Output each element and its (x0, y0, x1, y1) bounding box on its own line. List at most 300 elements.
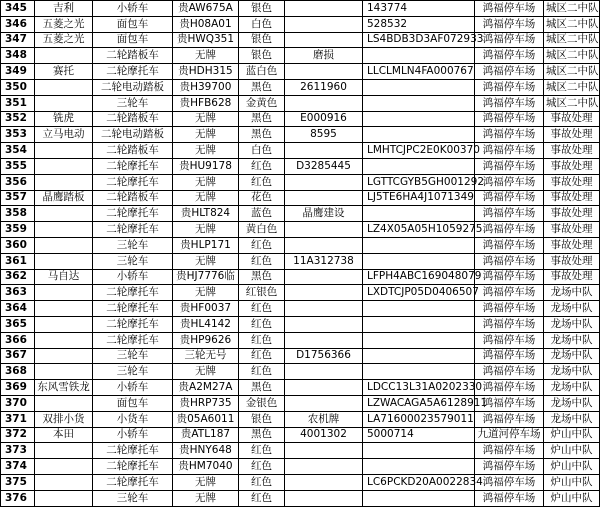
plate-number-cell: 无牌 (173, 285, 239, 301)
engine-number-cell (285, 1, 363, 17)
parking-lot-cell: 鸿福停车场 (475, 111, 544, 127)
squad-cell: 事故处理 (544, 158, 600, 174)
row-number-cell: 348 (1, 48, 35, 64)
plate-number-cell: 无牌 (173, 127, 239, 143)
vehicle-type-cell: 二轮摩托车 (93, 316, 173, 332)
color-cell: 红色 (239, 474, 285, 490)
vehicle-type-cell: 二轮摩托车 (93, 158, 173, 174)
plate-number-cell: 无牌 (173, 364, 239, 380)
vin-number-cell: 528532 (363, 16, 475, 32)
table-row (1, 490, 600, 506)
row-number-cell: 350 (1, 79, 35, 95)
plate-number-cell: 贵HRP735 (173, 395, 239, 411)
vehicle-type-cell: 三轮车 (93, 490, 173, 506)
vin-number-cell: LZWACAGA5A6128911 (363, 395, 475, 411)
color-cell: 银色 (239, 32, 285, 48)
row-number-cell: 370 (1, 395, 35, 411)
table-row (1, 64, 600, 80)
color-cell: 黑色 (239, 269, 285, 285)
engine-number-cell: 2611960 (285, 79, 363, 95)
vehicle-type-cell: 二轮电动踏板 (93, 79, 173, 95)
vehicle-type-cell: 二轮摩托车 (93, 301, 173, 317)
table-row (1, 474, 600, 490)
table-row (1, 348, 600, 364)
table-row (1, 48, 600, 64)
engine-number-cell (285, 285, 363, 301)
table-row (1, 459, 600, 475)
table-row (1, 95, 600, 111)
vin-number-cell (363, 301, 475, 317)
row-number-cell: 374 (1, 459, 35, 475)
color-cell: 蓝色 (239, 206, 285, 222)
color-cell: 红色 (239, 332, 285, 348)
brand-cell: 吉利 (35, 1, 93, 17)
brand-cell (35, 253, 93, 269)
plate-number-cell: 贵HFB628 (173, 95, 239, 111)
table-row (1, 253, 600, 269)
table-row (1, 127, 600, 143)
vin-number-cell (363, 79, 475, 95)
color-cell: 金银色 (239, 395, 285, 411)
color-cell: 红色 (239, 443, 285, 459)
parking-lot-cell: 鸿福停车场 (475, 269, 544, 285)
vehicle-type-cell: 小轿车 (93, 1, 173, 17)
engine-number-cell (285, 190, 363, 206)
plate-number-cell: 无牌 (173, 474, 239, 490)
row-number-cell: 364 (1, 301, 35, 317)
row-number-cell: 367 (1, 348, 35, 364)
squad-cell: 城区二中队 (544, 95, 600, 111)
color-cell: 红色 (239, 348, 285, 364)
vin-number-cell: LFPH4ABC169048079 (363, 269, 475, 285)
parking-lot-cell: 鸿福停车场 (475, 95, 544, 111)
color-cell: 红色 (239, 490, 285, 506)
brand-cell (35, 48, 93, 64)
parking-lot-cell: 鸿福停车场 (475, 490, 544, 506)
vehicle-type-cell: 二轮摩托车 (93, 174, 173, 190)
color-cell: 红色 (239, 364, 285, 380)
squad-cell: 城区二中队 (544, 64, 600, 80)
plate-number-cell: 贵HNY648 (173, 443, 239, 459)
squad-cell: 事故处理 (544, 111, 600, 127)
brand-cell (35, 79, 93, 95)
brand-cell: 五菱之光 (35, 32, 93, 48)
vehicle-type-cell: 二轮摩托车 (93, 443, 173, 459)
vehicle-type-cell: 面包车 (93, 395, 173, 411)
vin-number-cell: LA71600023579011 (363, 411, 475, 427)
vin-number-cell (363, 237, 475, 253)
brand-cell (35, 332, 93, 348)
brand-cell: 东风雪铁龙 (35, 380, 93, 396)
plate-number-cell: 三轮无号 (173, 348, 239, 364)
squad-cell: 龙场中队 (544, 364, 600, 380)
table-row (1, 158, 600, 174)
row-number-cell: 358 (1, 206, 35, 222)
table-row (1, 427, 600, 443)
plate-number-cell: 贵HDH315 (173, 64, 239, 80)
parking-lot-cell: 鸿福停车场 (475, 474, 544, 490)
parking-lot-cell: 鸿福停车场 (475, 64, 544, 80)
table-body (1, 1, 600, 507)
brand-cell (35, 174, 93, 190)
color-cell: 黄白色 (239, 222, 285, 238)
engine-number-cell (285, 316, 363, 332)
engine-number-cell (285, 222, 363, 238)
vin-number-cell (363, 253, 475, 269)
parking-lot-cell: 鸿福停车场 (475, 127, 544, 143)
vin-number-cell: LGTTCGYB5GH001292 (363, 174, 475, 190)
color-cell: 白色 (239, 16, 285, 32)
engine-number-cell: D3285445 (285, 158, 363, 174)
color-cell: 金黄色 (239, 95, 285, 111)
color-cell: 花色 (239, 190, 285, 206)
vin-number-cell: LLCLMLN4FA000767 (363, 64, 475, 80)
brand-cell (35, 348, 93, 364)
color-cell: 银色 (239, 48, 285, 64)
plate-number-cell: 无牌 (173, 253, 239, 269)
plate-number-cell: 无牌 (173, 111, 239, 127)
engine-number-cell: 晶鹰建设 (285, 206, 363, 222)
parking-lot-cell: 鸿福停车场 (475, 143, 544, 159)
row-number-cell: 353 (1, 127, 35, 143)
color-cell: 黑色 (239, 127, 285, 143)
row-number-cell: 357 (1, 190, 35, 206)
vehicle-type-cell: 面包车 (93, 32, 173, 48)
brand-cell: 立马电动 (35, 127, 93, 143)
row-number-cell: 369 (1, 380, 35, 396)
row-number-cell: 347 (1, 32, 35, 48)
engine-number-cell (285, 16, 363, 32)
engine-number-cell (285, 380, 363, 396)
engine-number-cell (285, 443, 363, 459)
squad-cell: 城区二中队 (544, 1, 600, 17)
vehicle-type-cell: 二轮摩托车 (93, 285, 173, 301)
squad-cell: 龙场中队 (544, 285, 600, 301)
engine-number-cell (285, 364, 363, 380)
vehicle-type-cell: 小货车 (93, 411, 173, 427)
row-number-cell: 356 (1, 174, 35, 190)
plate-number-cell: 贵ATL187 (173, 427, 239, 443)
vin-number-cell (363, 127, 475, 143)
plate-number-cell: 无牌 (173, 174, 239, 190)
engine-number-cell (285, 490, 363, 506)
vehicle-type-cell: 二轮踏板车 (93, 111, 173, 127)
vin-number-cell (363, 490, 475, 506)
color-cell: 红色 (239, 253, 285, 269)
vin-number-cell: LZ4X05A05H1059275 (363, 222, 475, 238)
engine-number-cell: E000916 (285, 111, 363, 127)
color-cell: 红色 (239, 237, 285, 253)
plate-number-cell: 无牌 (173, 190, 239, 206)
brand-cell: 赛托 (35, 64, 93, 80)
vehicle-type-cell: 三轮车 (93, 364, 173, 380)
vin-number-cell (363, 48, 475, 64)
squad-cell: 炉山中队 (544, 474, 600, 490)
vehicle-type-cell: 小轿车 (93, 380, 173, 396)
row-number-cell: 366 (1, 332, 35, 348)
squad-cell: 事故处理 (544, 253, 600, 269)
squad-cell: 炉山中队 (544, 443, 600, 459)
row-number-cell: 376 (1, 490, 35, 506)
row-number-cell: 362 (1, 269, 35, 285)
squad-cell: 炉山中队 (544, 427, 600, 443)
table-row (1, 411, 600, 427)
color-cell: 红色 (239, 459, 285, 475)
vehicle-type-cell: 二轮摩托车 (93, 332, 173, 348)
vin-number-cell: LDCC13L31A0202330 (363, 380, 475, 396)
color-cell: 白色 (239, 143, 285, 159)
engine-number-cell (285, 64, 363, 80)
vin-number-cell: LC6PCKD20A0022834 (363, 474, 475, 490)
row-number-cell: 361 (1, 253, 35, 269)
table-row (1, 443, 600, 459)
vin-number-cell (363, 316, 475, 332)
color-cell: 红银色 (239, 285, 285, 301)
color-cell: 黑色 (239, 111, 285, 127)
table-row (1, 301, 600, 317)
brand-cell: 铣虎 (35, 111, 93, 127)
brand-cell (35, 459, 93, 475)
brand-cell (35, 95, 93, 111)
vin-number-cell (363, 443, 475, 459)
brand-cell (35, 443, 93, 459)
squad-cell: 龙场中队 (544, 301, 600, 317)
table-row (1, 285, 600, 301)
vehicle-type-cell: 二轮踏板车 (93, 48, 173, 64)
squad-cell: 事故处理 (544, 143, 600, 159)
plate-number-cell: 贵05A6011 (173, 411, 239, 427)
brand-cell (35, 301, 93, 317)
squad-cell: 龙场中队 (544, 332, 600, 348)
engine-number-cell: 4001302 (285, 427, 363, 443)
engine-number-cell (285, 95, 363, 111)
engine-number-cell (285, 237, 363, 253)
engine-number-cell (285, 332, 363, 348)
parking-lot-cell: 鸿福停车场 (475, 48, 544, 64)
row-number-cell: 359 (1, 222, 35, 238)
vehicle-type-cell: 三轮车 (93, 253, 173, 269)
row-number-cell: 351 (1, 95, 35, 111)
row-number-cell: 346 (1, 16, 35, 32)
parking-lot-cell: 鸿福停车场 (475, 285, 544, 301)
vehicle-type-cell: 二轮踏板车 (93, 190, 173, 206)
vehicle-type-cell: 二轮摩托车 (93, 222, 173, 238)
engine-number-cell: 8595 (285, 127, 363, 143)
brand-cell (35, 237, 93, 253)
table-row (1, 206, 600, 222)
parking-lot-cell: 鸿福停车场 (475, 79, 544, 95)
brand-cell (35, 364, 93, 380)
vin-number-cell: LXDTCJP05D0406507 (363, 285, 475, 301)
table-row (1, 364, 600, 380)
parking-lot-cell: 鸿福停车场 (475, 16, 544, 32)
table-row (1, 395, 600, 411)
engine-number-cell: 磨损 (285, 48, 363, 64)
color-cell: 黑色 (239, 380, 285, 396)
parking-lot-cell: 鸿福停车场 (475, 174, 544, 190)
parking-lot-cell: 鸿福停车场 (475, 364, 544, 380)
row-number-cell: 355 (1, 158, 35, 174)
squad-cell: 事故处理 (544, 174, 600, 190)
table-row (1, 380, 600, 396)
brand-cell (35, 316, 93, 332)
plate-number-cell: 贵A2M27A (173, 380, 239, 396)
squad-cell: 龙场中队 (544, 411, 600, 427)
squad-cell: 城区二中队 (544, 48, 600, 64)
plate-number-cell: 贵HF0037 (173, 301, 239, 317)
row-number-cell: 371 (1, 411, 35, 427)
color-cell: 银色 (239, 1, 285, 17)
engine-number-cell (285, 459, 363, 475)
engine-number-cell: D1756366 (285, 348, 363, 364)
plate-number-cell: 无牌 (173, 143, 239, 159)
squad-cell: 炉山中队 (544, 490, 600, 506)
engine-number-cell (285, 474, 363, 490)
row-number-cell: 345 (1, 1, 35, 17)
table-row (1, 237, 600, 253)
parking-lot-cell: 鸿福停车场 (475, 206, 544, 222)
row-number-cell: 365 (1, 316, 35, 332)
brand-cell: 本田 (35, 427, 93, 443)
parking-lot-cell: 鸿福停车场 (475, 411, 544, 427)
color-cell: 红色 (239, 301, 285, 317)
vin-number-cell: LJ5TE6HA4J1071349 (363, 190, 475, 206)
parking-lot-cell: 鸿福停车场 (475, 158, 544, 174)
vehicle-type-cell: 二轮摩托车 (93, 474, 173, 490)
row-number-cell: 354 (1, 143, 35, 159)
row-number-cell: 349 (1, 64, 35, 80)
color-cell: 黑色 (239, 427, 285, 443)
vehicle-type-cell: 三轮车 (93, 237, 173, 253)
vin-number-cell (363, 332, 475, 348)
squad-cell: 龙场中队 (544, 380, 600, 396)
brand-cell: 晶鹰踏板 (35, 190, 93, 206)
row-number-cell: 372 (1, 427, 35, 443)
plate-number-cell: 贵HP9626 (173, 332, 239, 348)
plate-number-cell: 贵HL4142 (173, 316, 239, 332)
table-row (1, 143, 600, 159)
squad-cell: 龙场中队 (544, 395, 600, 411)
plate-number-cell: 无牌 (173, 48, 239, 64)
parking-lot-cell: 九道河停车场 (475, 427, 544, 443)
row-number-cell: 368 (1, 364, 35, 380)
plate-number-cell: 贵H08A01 (173, 16, 239, 32)
parking-lot-cell: 鸿福停车场 (475, 332, 544, 348)
parking-lot-cell: 鸿福停车场 (475, 443, 544, 459)
parking-lot-cell: 鸿福停车场 (475, 301, 544, 317)
vehicle-type-cell: 三轮车 (93, 95, 173, 111)
squad-cell: 事故处理 (544, 237, 600, 253)
parking-lot-cell: 鸿福停车场 (475, 459, 544, 475)
parking-lot-cell: 鸿福停车场 (475, 316, 544, 332)
vin-number-cell (363, 95, 475, 111)
parking-lot-cell: 鸿福停车场 (475, 395, 544, 411)
parking-lot-cell: 鸿福停车场 (475, 253, 544, 269)
row-number-cell: 360 (1, 237, 35, 253)
plate-number-cell: 无牌 (173, 490, 239, 506)
brand-cell: 马自达 (35, 269, 93, 285)
parking-lot-cell: 鸿福停车场 (475, 380, 544, 396)
squad-cell: 事故处理 (544, 269, 600, 285)
plate-number-cell: 无牌 (173, 222, 239, 238)
color-cell: 银色 (239, 411, 285, 427)
parking-lot-cell: 鸿福停车场 (475, 348, 544, 364)
brand-cell (35, 158, 93, 174)
color-cell: 黑色 (239, 79, 285, 95)
brand-cell (35, 395, 93, 411)
color-cell: 红色 (239, 174, 285, 190)
brand-cell (35, 474, 93, 490)
parking-lot-cell: 鸿福停车场 (475, 222, 544, 238)
plate-number-cell: 贵HLT824 (173, 206, 239, 222)
table-row (1, 332, 600, 348)
table-row (1, 79, 600, 95)
brand-cell (35, 143, 93, 159)
row-number-cell: 352 (1, 111, 35, 127)
vin-number-cell (363, 158, 475, 174)
parking-lot-cell: 鸿福停车场 (475, 1, 544, 17)
parking-lot-cell: 鸿福停车场 (475, 190, 544, 206)
table-row (1, 174, 600, 190)
engine-number-cell (285, 269, 363, 285)
brand-cell (35, 206, 93, 222)
vehicle-type-cell: 小轿车 (93, 427, 173, 443)
table-row (1, 16, 600, 32)
engine-number-cell (285, 32, 363, 48)
squad-cell: 龙场中队 (544, 348, 600, 364)
parking-lot-cell: 鸿福停车场 (475, 32, 544, 48)
plate-number-cell: 贵AW675A (173, 1, 239, 17)
squad-cell: 城区二中队 (544, 32, 600, 48)
squad-cell: 事故处理 (544, 127, 600, 143)
brand-cell: 双排小货 (35, 411, 93, 427)
squad-cell: 事故处理 (544, 206, 600, 222)
brand-cell (35, 222, 93, 238)
table-row (1, 111, 600, 127)
table-row (1, 1, 600, 17)
engine-number-cell (285, 174, 363, 190)
table-row (1, 222, 600, 238)
vin-number-cell (363, 459, 475, 475)
squad-cell: 城区二中队 (544, 79, 600, 95)
vehicle-type-cell: 三轮车 (93, 348, 173, 364)
engine-number-cell: 农机牌 (285, 411, 363, 427)
vin-number-cell (363, 364, 475, 380)
plate-number-cell: 贵HJ7776临 (173, 269, 239, 285)
vehicle-type-cell: 面包车 (93, 16, 173, 32)
vehicle-type-cell: 二轮摩托车 (93, 206, 173, 222)
vehicle-type-cell: 二轮电动踏板 (93, 127, 173, 143)
engine-number-cell (285, 301, 363, 317)
vin-number-cell (363, 206, 475, 222)
brand-cell (35, 490, 93, 506)
color-cell: 红色 (239, 316, 285, 332)
color-cell: 蓝白色 (239, 64, 285, 80)
plate-number-cell: 贵HM7040 (173, 459, 239, 475)
vin-number-cell: LS4BDB3D3AF072933 (363, 32, 475, 48)
vehicle-type-cell: 二轮摩托车 (93, 459, 173, 475)
squad-cell: 事故处理 (544, 190, 600, 206)
vin-number-cell (363, 111, 475, 127)
table-row (1, 32, 600, 48)
squad-cell: 龙场中队 (544, 316, 600, 332)
brand-cell: 五菱之光 (35, 16, 93, 32)
color-cell: 红色 (239, 158, 285, 174)
plate-number-cell: 贵HLP171 (173, 237, 239, 253)
table-row (1, 190, 600, 206)
table-row (1, 316, 600, 332)
vin-number-cell (363, 348, 475, 364)
